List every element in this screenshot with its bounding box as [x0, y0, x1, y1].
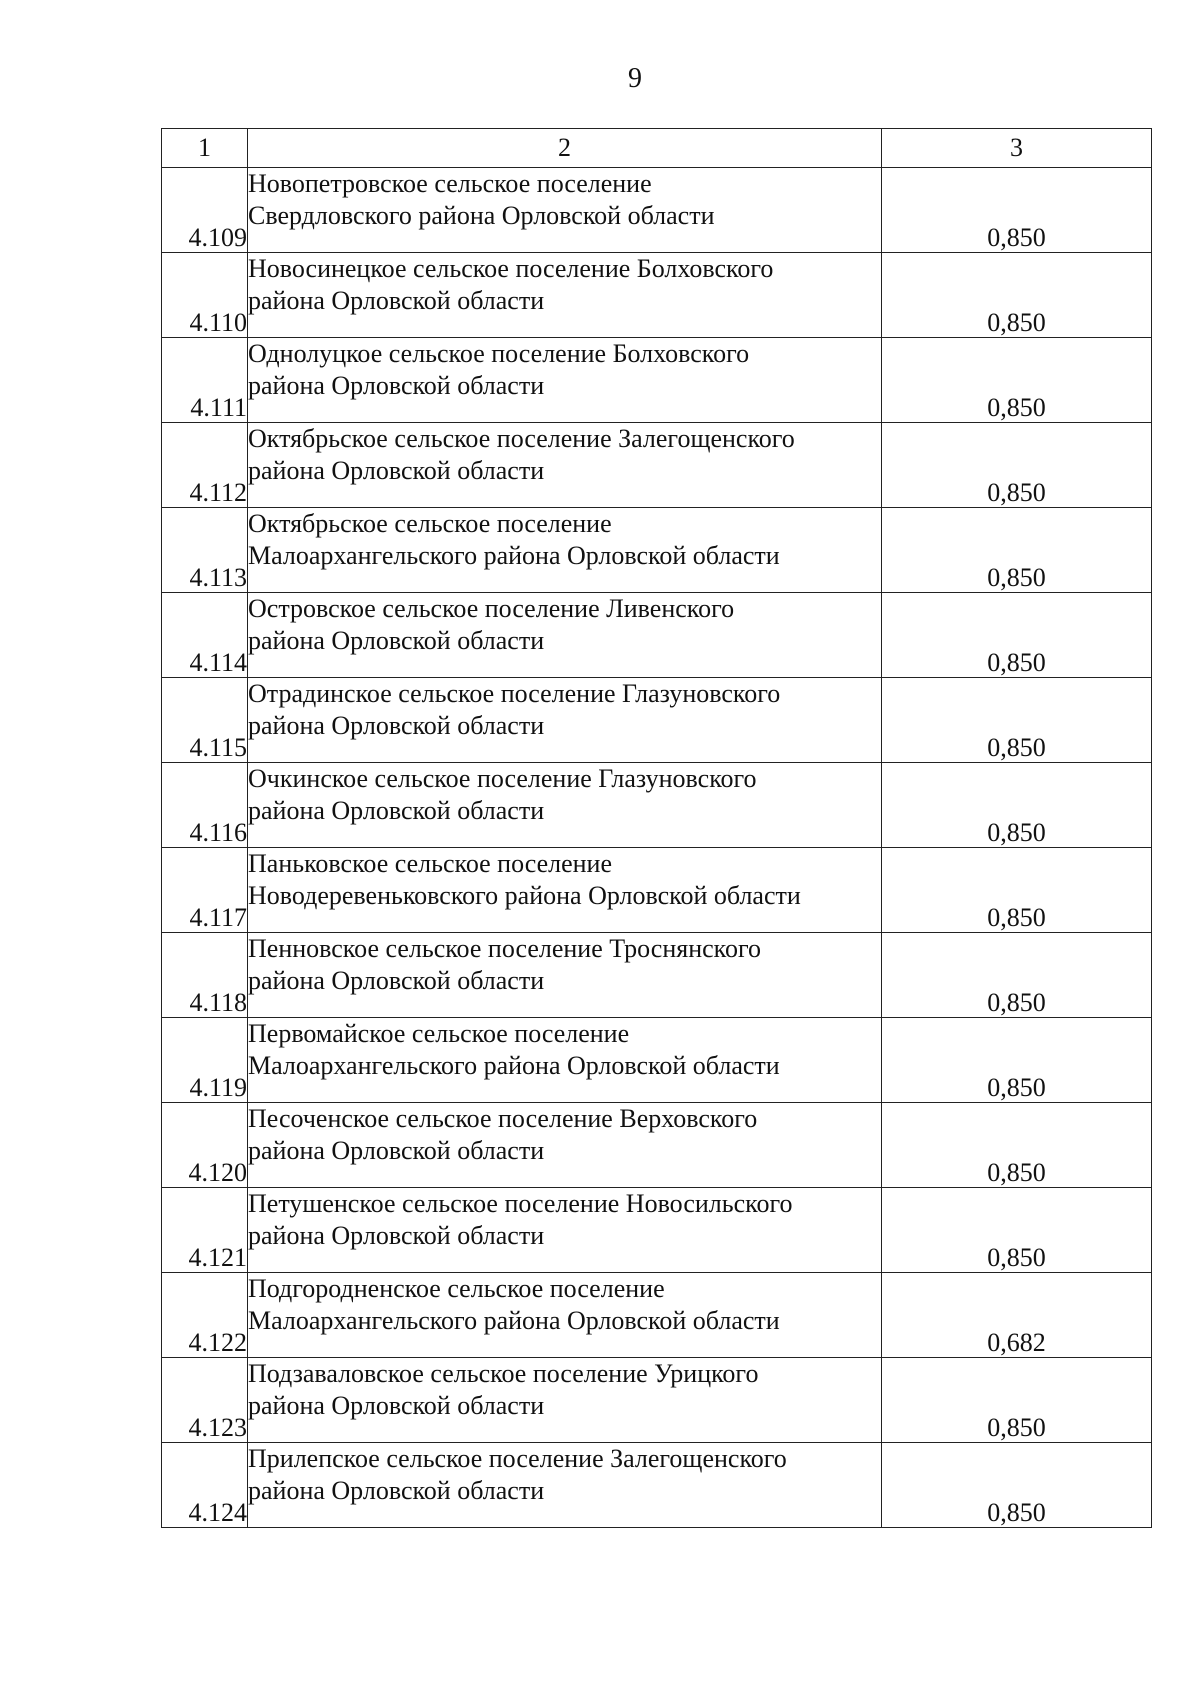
- settlement-name-line: Паньковское сельское поселение: [248, 849, 613, 878]
- column-header-3: 3: [882, 129, 1152, 168]
- settlement-name-line: района Орловской области: [248, 1476, 545, 1505]
- header-row: [162, 129, 1152, 168]
- row-number: 4.123: [162, 1358, 248, 1443]
- table-row: [162, 593, 1152, 678]
- settlement-name-line: Подгородненское сельское поселение: [248, 1274, 665, 1303]
- row-number: 4.115: [162, 678, 248, 763]
- coefficient-value: 0,850: [882, 933, 1152, 1018]
- coefficient-value: 0,850: [882, 1188, 1152, 1273]
- coefficient-value: 0,850: [882, 508, 1152, 593]
- coefficient-value: 0,682: [882, 1273, 1152, 1358]
- settlement-name: [248, 848, 882, 933]
- settlement-name: [248, 1018, 882, 1103]
- coefficient-value: 0,850: [882, 1103, 1152, 1188]
- settlement-name: [248, 763, 882, 848]
- row-number: 4.120: [162, 1103, 248, 1188]
- settlement-name-line: района Орловской области: [248, 371, 545, 400]
- page-number: 9: [628, 63, 642, 94]
- settlement-name: [248, 593, 882, 678]
- settlement-name-line: района Орловской области: [248, 711, 545, 740]
- row-number: 4.111: [162, 338, 248, 423]
- coefficient-value: 0,850: [882, 423, 1152, 508]
- settlement-name-line: Подзаваловское сельское поселение Урицкого: [248, 1359, 759, 1388]
- coefficient-value: 0,850: [882, 253, 1152, 338]
- settlement-name: [248, 1358, 882, 1443]
- settlement-name: [248, 678, 882, 763]
- table-row: [162, 678, 1152, 763]
- settlement-name-line: Новодеревеньковского района Орловской области: [248, 881, 801, 910]
- coefficient-value: 0,850: [882, 1358, 1152, 1443]
- settlement-name-line: района Орловской области: [248, 1221, 545, 1250]
- table-header: [162, 129, 1152, 168]
- settlement-name-line: Малоархангельского района Орловской области: [248, 541, 780, 570]
- settlement-name-line: Пенновское сельское поселение Троснянского: [248, 934, 761, 963]
- settlement-name: [248, 253, 882, 338]
- settlement-name: [248, 1188, 882, 1273]
- table-row: [162, 423, 1152, 508]
- coefficient-value: 0,850: [882, 338, 1152, 423]
- settlement-name-line: района Орловской области: [248, 1136, 545, 1165]
- row-number: 4.121: [162, 1188, 248, 1273]
- table-row: [162, 763, 1152, 848]
- settlement-name-line: района Орловской области: [248, 966, 545, 995]
- row-number: 4.114: [162, 593, 248, 678]
- table-row: [162, 1103, 1152, 1188]
- row-number: 4.113: [162, 508, 248, 593]
- table-row: [162, 1188, 1152, 1273]
- settlement-name-line: района Орловской области: [248, 796, 545, 825]
- settlement-name: [248, 1103, 882, 1188]
- settlement-name-line: Петушенское сельское поселение Новосильского: [248, 1189, 793, 1218]
- settlement-name-line: района Орловской области: [248, 456, 545, 485]
- coefficient-value: 0,850: [882, 1018, 1152, 1103]
- coefficient-value: 0,850: [882, 678, 1152, 763]
- table-row: [162, 1273, 1152, 1358]
- settlement-name-line: Новопетровское сельское поселение: [248, 169, 652, 198]
- settlement-name-line: Однолуцкое сельское поселение Болховского: [248, 339, 750, 368]
- settlement-name-line: Островское сельское поселение Ливенского: [248, 594, 735, 623]
- table-row: [162, 1443, 1152, 1528]
- row-number: 4.119: [162, 1018, 248, 1103]
- coefficient-value: 0,850: [882, 1443, 1152, 1528]
- table-row: [162, 848, 1152, 933]
- settlement-name-line: Свердловского района Орловской области: [248, 201, 715, 230]
- settlement-name-line: Малоархангельского района Орловской области: [248, 1306, 780, 1335]
- table-body: [162, 168, 1152, 1528]
- table-row: [162, 168, 1152, 253]
- table-row: [162, 508, 1152, 593]
- settlement-name-line: района Орловской области: [248, 626, 545, 655]
- row-number: 4.109: [162, 168, 248, 253]
- settlement-name-line: Октябрьское сельское поселение: [248, 509, 612, 538]
- row-number: 4.124: [162, 1443, 248, 1528]
- settlement-name: [248, 168, 882, 253]
- settlement-name-line: района Орловской области: [248, 286, 545, 315]
- table-row: [162, 253, 1152, 338]
- settlement-name-line: Песоченское сельское поселение Верховского: [248, 1104, 758, 1133]
- settlement-name: [248, 423, 882, 508]
- settlement-name-line: Очкинское сельское поселение Глазуновского: [248, 764, 757, 793]
- table-row: [162, 338, 1152, 423]
- column-header-1: 1: [162, 129, 248, 168]
- settlement-name-line: Первомайское сельское поселение: [248, 1019, 630, 1048]
- table-row: [162, 1018, 1152, 1103]
- settlement-name-line: Малоархангельского района Орловской области: [248, 1051, 780, 1080]
- row-number: 4.122: [162, 1273, 248, 1358]
- coefficient-value: 0,850: [882, 763, 1152, 848]
- table-row: [162, 933, 1152, 1018]
- settlement-name-line: Отрадинское сельское поселение Глазуновского: [248, 679, 781, 708]
- settlement-name: [248, 1273, 882, 1358]
- settlement-name: [248, 338, 882, 423]
- table-row: [162, 1358, 1152, 1443]
- settlement-name-line: района Орловской области: [248, 1391, 545, 1420]
- coefficient-value: 0,850: [882, 593, 1152, 678]
- coefficient-value: 0,850: [882, 848, 1152, 933]
- row-number: 4.116: [162, 763, 248, 848]
- settlement-name: [248, 508, 882, 593]
- settlement-name-line: Новосинецкое сельское поселение Болховского: [248, 254, 774, 283]
- settlement-name-line: Прилепское сельское поселение Залегощенского: [248, 1444, 787, 1473]
- row-number: 4.112: [162, 423, 248, 508]
- coefficient-value: 0,850: [882, 168, 1152, 253]
- row-number: 4.118: [162, 933, 248, 1018]
- column-header-2: 2: [248, 129, 882, 168]
- row-number: 4.117: [162, 848, 248, 933]
- settlement-name: [248, 1443, 882, 1528]
- settlement-name: [248, 933, 882, 1018]
- settlements-table: [161, 128, 1152, 1528]
- settlement-name-line: Октябрьское сельское поселение Залегощенского: [248, 424, 795, 453]
- row-number: 4.110: [162, 253, 248, 338]
